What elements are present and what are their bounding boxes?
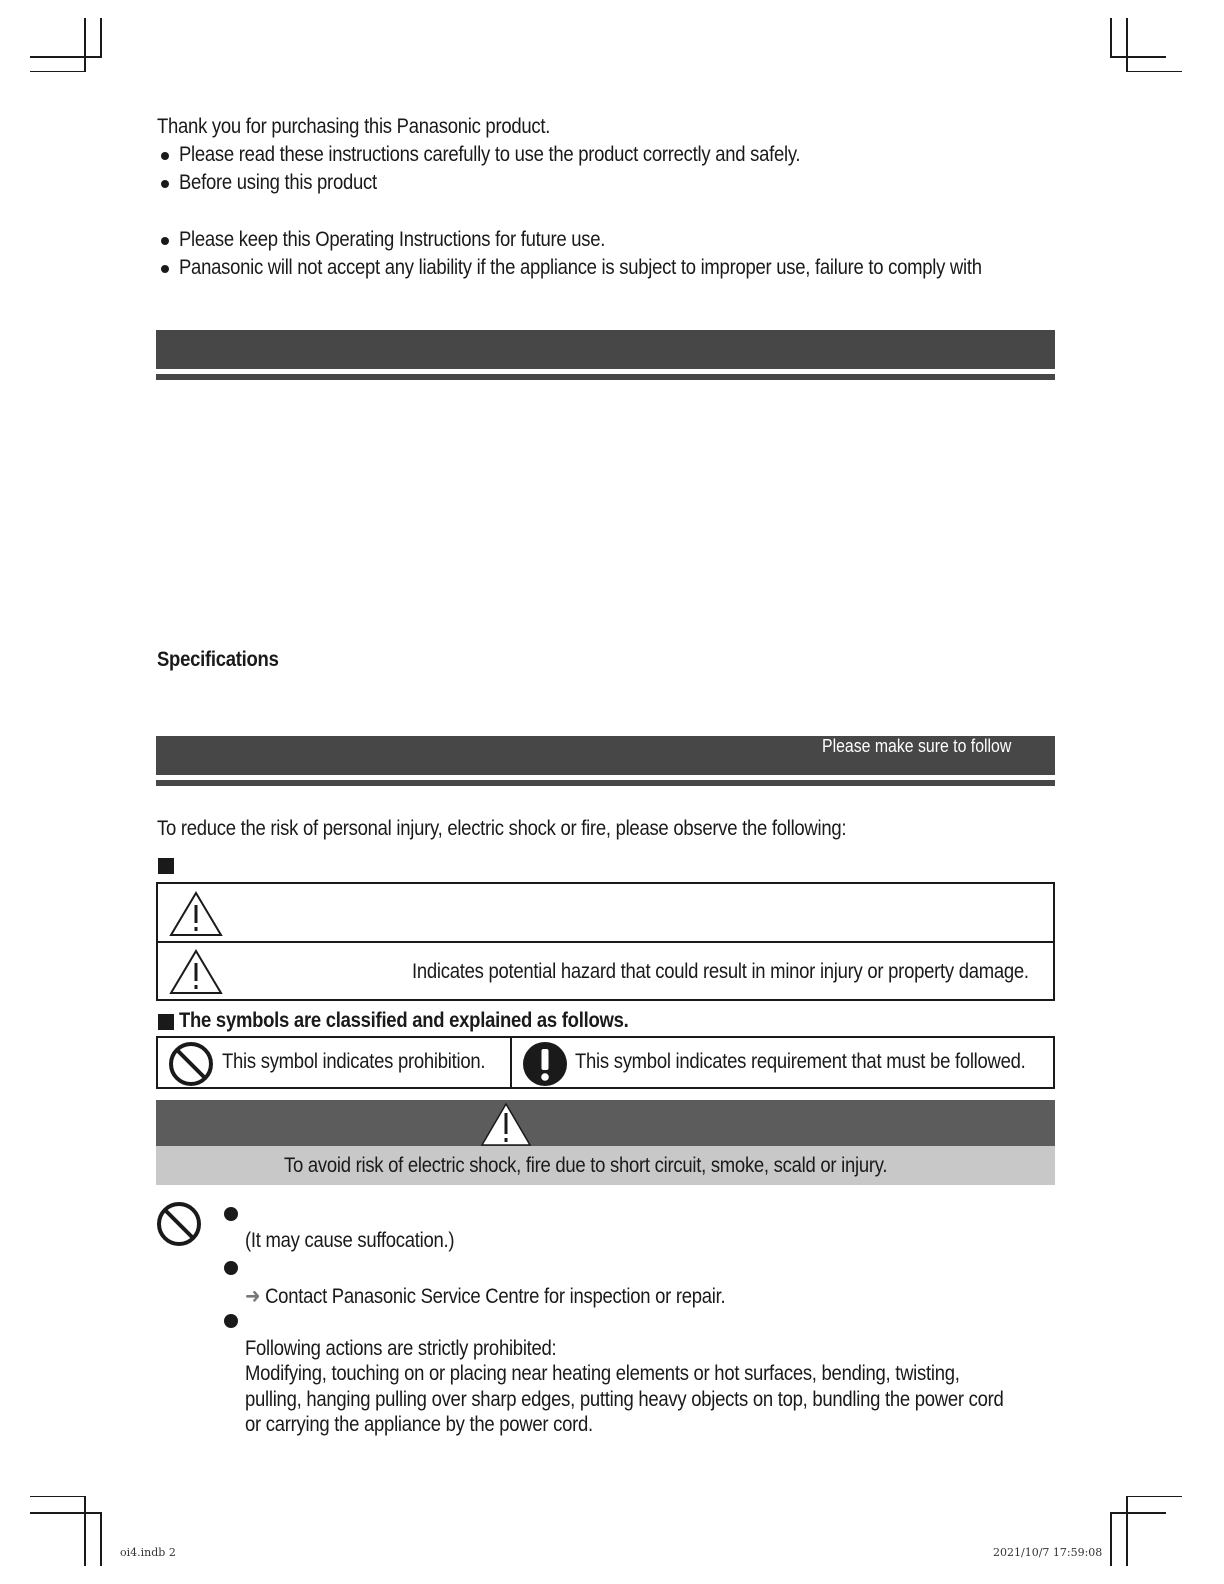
arrow-right-icon: ➜ (245, 1285, 261, 1308)
table-divider (158, 941, 1053, 943)
section-rule (156, 374, 1055, 380)
safety-rule (156, 780, 1055, 786)
table-divider (510, 1038, 512, 1087)
warning-item-3-line-1: Modifying, touching on or placing near heating elements or hot surfaces, bending, twisting, (245, 1362, 960, 1385)
prohibition-icon (155, 1200, 203, 1248)
warning-banner (156, 1100, 1055, 1146)
bullet-dot (161, 265, 169, 273)
footer-timestamp: 2021/10/7 17:59:08 (993, 1546, 1103, 1559)
safety-bar-note: Please make sure to follow (822, 736, 1012, 756)
intro-bullet-3: Please keep this Operating Instructions for future use. (179, 228, 606, 251)
caution-triangle-icon (168, 948, 224, 996)
warning-item-3-lead: Following actions are strictly prohibited: (245, 1337, 557, 1360)
specifications-heading: Specifications (157, 648, 279, 671)
footer-file-info: oi4.indb 2 (120, 1546, 176, 1559)
safety-header-bar (156, 736, 1055, 775)
warning-item-3-line-3: or carrying the appliance by the power cord. (245, 1413, 593, 1436)
warning-triangle-icon (168, 890, 224, 938)
square-marker (158, 858, 174, 874)
warning-item-1-note: (It may cause suffocation.) (245, 1229, 455, 1252)
symbols-heading: The symbols are classified and explained as follows. (179, 1009, 629, 1032)
warning-item-3-line-2: pulling, hanging pulling over sharp edges, putting heavy objects on top, bundling the power cord (245, 1388, 1004, 1411)
intro-bullet-4: Panasonic will not accept any liability if the appliance is subject to improper use, failure to comply with (179, 256, 982, 279)
warning-item-2-text: Contact Panasonic Service Centre for inspection or repair. (265, 1285, 726, 1308)
intro-thanks: Thank you for purchasing this Panasonic product. (157, 115, 551, 138)
square-marker (158, 1014, 174, 1030)
bullet-dot (161, 152, 169, 160)
requirement-description: This symbol indicates requirement that must be followed. (575, 1050, 1026, 1073)
caution-description: Indicates potential hazard that could result in minor injury or property damage. (412, 960, 1029, 983)
warning-item-2-note (245, 1284, 725, 1309)
bullet-dot (161, 237, 169, 245)
intro-bullet-2: Before using this product (179, 171, 377, 194)
mandatory-action-icon (522, 1041, 568, 1087)
list-bullet (224, 1207, 238, 1221)
prohibition-description: This symbol indicates prohibition. (222, 1050, 486, 1073)
list-bullet (224, 1261, 238, 1275)
section-header-bar (156, 330, 1055, 369)
warning-subtitle-band (156, 1146, 1055, 1185)
warning-subtitle: To avoid risk of electric shock, fire due to short circuit, smoke, scald or injury. (284, 1154, 888, 1177)
intro-bullet-1: Please read these instructions carefully to use the product correctly and safely. (179, 143, 801, 166)
list-bullet (224, 1314, 238, 1328)
symbols-table (156, 1036, 1055, 1089)
bullet-dot (161, 180, 169, 188)
safety-intro: To reduce the risk of personal injury, electric shock or fire, please observe the following: (157, 817, 847, 840)
prohibition-icon (168, 1041, 214, 1087)
warning-triangle-icon (480, 1102, 532, 1146)
hazard-levels-table (156, 882, 1055, 1001)
